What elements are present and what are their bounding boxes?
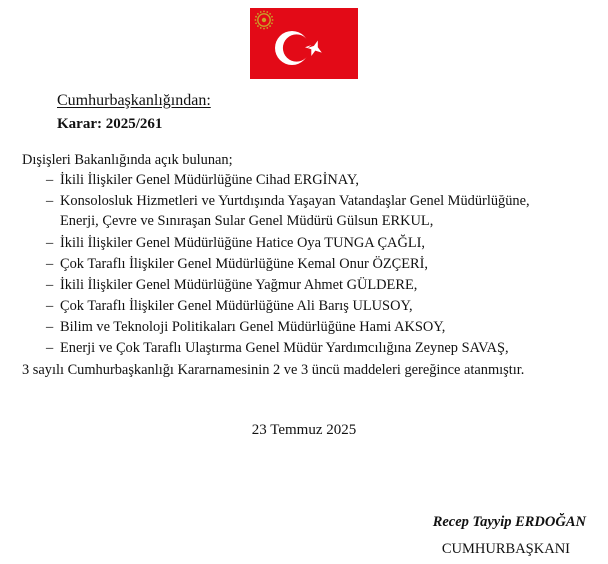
dash-bullet: –: [46, 277, 54, 293]
list-item-text: İkili İlişkiler Genel Müdürlüğüne Yağmur Ahmet GÜLDERE,: [60, 277, 418, 293]
dash-bullet: –: [46, 193, 54, 209]
list-item-text: Enerji ve Çok Taraflı Ulaştırma Genel Müdür Yardımcılığına Zeynep SAVAŞ,: [60, 340, 509, 356]
list-item: [46, 338, 509, 358]
dash-bullet: –: [46, 298, 54, 314]
page-title: Cumhurbaşkanlığından:: [57, 92, 211, 109]
seal-star-dot: [255, 16, 257, 18]
seal-star-dot: [266, 11, 268, 13]
list-item: [46, 191, 530, 231]
list-item: [46, 254, 428, 274]
seal-star-dot: [257, 25, 259, 27]
seal-star-dot: [266, 27, 268, 29]
flag-icon: [250, 8, 358, 79]
signer-name: Recep Tayyip ERDOĞAN: [432, 514, 586, 530]
dash-bullet: –: [46, 319, 54, 335]
intro-text: Dışişleri Bakanlığında açık bulunan;: [22, 152, 233, 168]
dash-bullet: –: [46, 256, 54, 272]
seal-star-dot: [260, 11, 262, 13]
dash-bullet: –: [46, 172, 54, 188]
seal-star-dot: [263, 11, 265, 13]
seal-star-dot: [271, 16, 273, 18]
dash-bullet: –: [46, 340, 54, 356]
list-item-text: İkili İlişkiler Genel Müdürlüğüne Cihad ERGİNAY,: [60, 172, 359, 188]
list-item-text: İkili İlişkiler Genel Müdürlüğüne Hatice Oya TUNGA ÇAĞLI,: [60, 235, 426, 251]
seal-star-dot: [257, 13, 259, 15]
seal-star-dot: [269, 25, 271, 27]
turkish-flag: [250, 8, 358, 79]
list-item-text: Çok Taraflı İlişkiler Genel Müdürlüğüne Ali Barış ULUSOY,: [60, 298, 413, 314]
dash-bullet: –: [46, 235, 54, 251]
seal-star-dot: [255, 19, 257, 21]
seal-star-dot: [260, 27, 262, 29]
presidential-seal-icon: [255, 11, 274, 30]
closing-text: 3 sayılı Cumhurbaşkanlığı Kararnamesinin 2 ve 3 üncü maddeleri gereğince atanmıştır.: [22, 362, 525, 378]
list-item-continuation: Enerji, Çevre ve Sınıraşan Sular Genel Müdürü Gülsun ERKUL,: [60, 213, 434, 229]
list-item-text: Çok Taraflı İlişkiler Genel Müdürlüğüne Kemal Onur ÖZÇERİ,: [60, 256, 429, 272]
list-item: [46, 296, 413, 316]
crescent-inner: [283, 34, 310, 61]
list-item-text: Konsolosluk Hizmetleri ve Yurtdışında Yaşayan Vatandaşlar Genel Müdürlüğüne,: [60, 193, 530, 209]
list-item-text: Bilim ve Teknoloji Politikaları Genel Müdürlüğüne Hami AKSOY,: [60, 319, 446, 335]
decision-number: Karar: 2025/261: [57, 116, 163, 132]
seal-star-dot: [272, 19, 274, 21]
signer-title: CUMHURBAŞKANI: [441, 541, 570, 557]
seal-star-dot: [255, 22, 257, 24]
seal-star-dot: [269, 13, 271, 15]
list-item: [46, 170, 359, 190]
decision-date: 23 Temmuz 2025: [251, 422, 357, 438]
seal-star-dot: [271, 22, 273, 24]
list-item: [46, 233, 425, 253]
list-item: [46, 317, 445, 337]
list-item: [46, 275, 417, 295]
seal-star-dot: [263, 28, 265, 30]
